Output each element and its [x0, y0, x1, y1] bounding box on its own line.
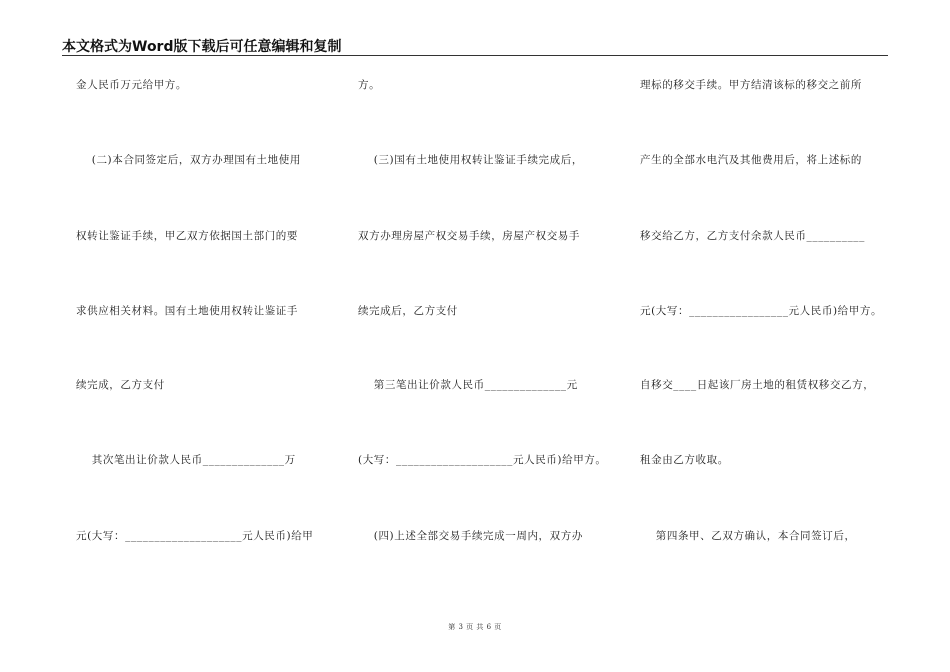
text-line: 权转让鉴证手续，甲乙双方依据国土部门的要 [76, 230, 298, 242]
text-line: 自移交____日起该厂房土地的租赁权移交乙方， [640, 379, 875, 391]
text-line: 续完成后，乙方支付 [358, 305, 458, 317]
text-line: (二)本合同签定后，双方办理国有土地使用 [76, 154, 301, 166]
text-line: 元(大写：_________________元人民币)给甲方。 [640, 305, 883, 317]
header-divider [62, 55, 888, 56]
text-line: 移交给乙方，乙方支付余款人民币__________ [640, 230, 865, 242]
document-header-title: 本文格式为Word版下载后可任意编辑和复制 [62, 39, 342, 55]
text-line: (大写：____________________元人民币)给甲方。 [358, 454, 607, 466]
text-line: 求供应相关材料。国有土地使用权转让鉴证手 [76, 305, 298, 317]
text-line: 方。 [358, 79, 381, 91]
text-line: 续完成，乙方支付 [76, 379, 165, 391]
text-line: 其次笔出让价款人民币______________万 [76, 454, 296, 466]
text-line: 元(大写：____________________元人民币)给甲 [76, 530, 314, 542]
text-line: (四)上述全部交易手续完成一周内，双方办 [358, 530, 583, 542]
text-line: 金人民币万元给甲方。 [76, 79, 187, 91]
text-line: 理标的移交手续。甲方结清该标的移交之前所 [640, 79, 862, 91]
text-line: 产生的全部水电汽及其他费用后，将上述标的 [640, 154, 862, 166]
text-line: 租金由乙方收取。 [640, 454, 729, 466]
text-line: 第三笔出让价款人民币______________元 [358, 379, 578, 391]
text-line: (三)国有土地使用权转让鉴证手续完成后， [358, 154, 583, 166]
page-number: 第 3 页 共 6 页 [448, 623, 502, 631]
text-line: 双方办理房屋产权交易手续，房屋产权交易手 [358, 230, 580, 242]
text-line: 第四条甲、乙双方确认，本合同签订后， [640, 530, 856, 542]
